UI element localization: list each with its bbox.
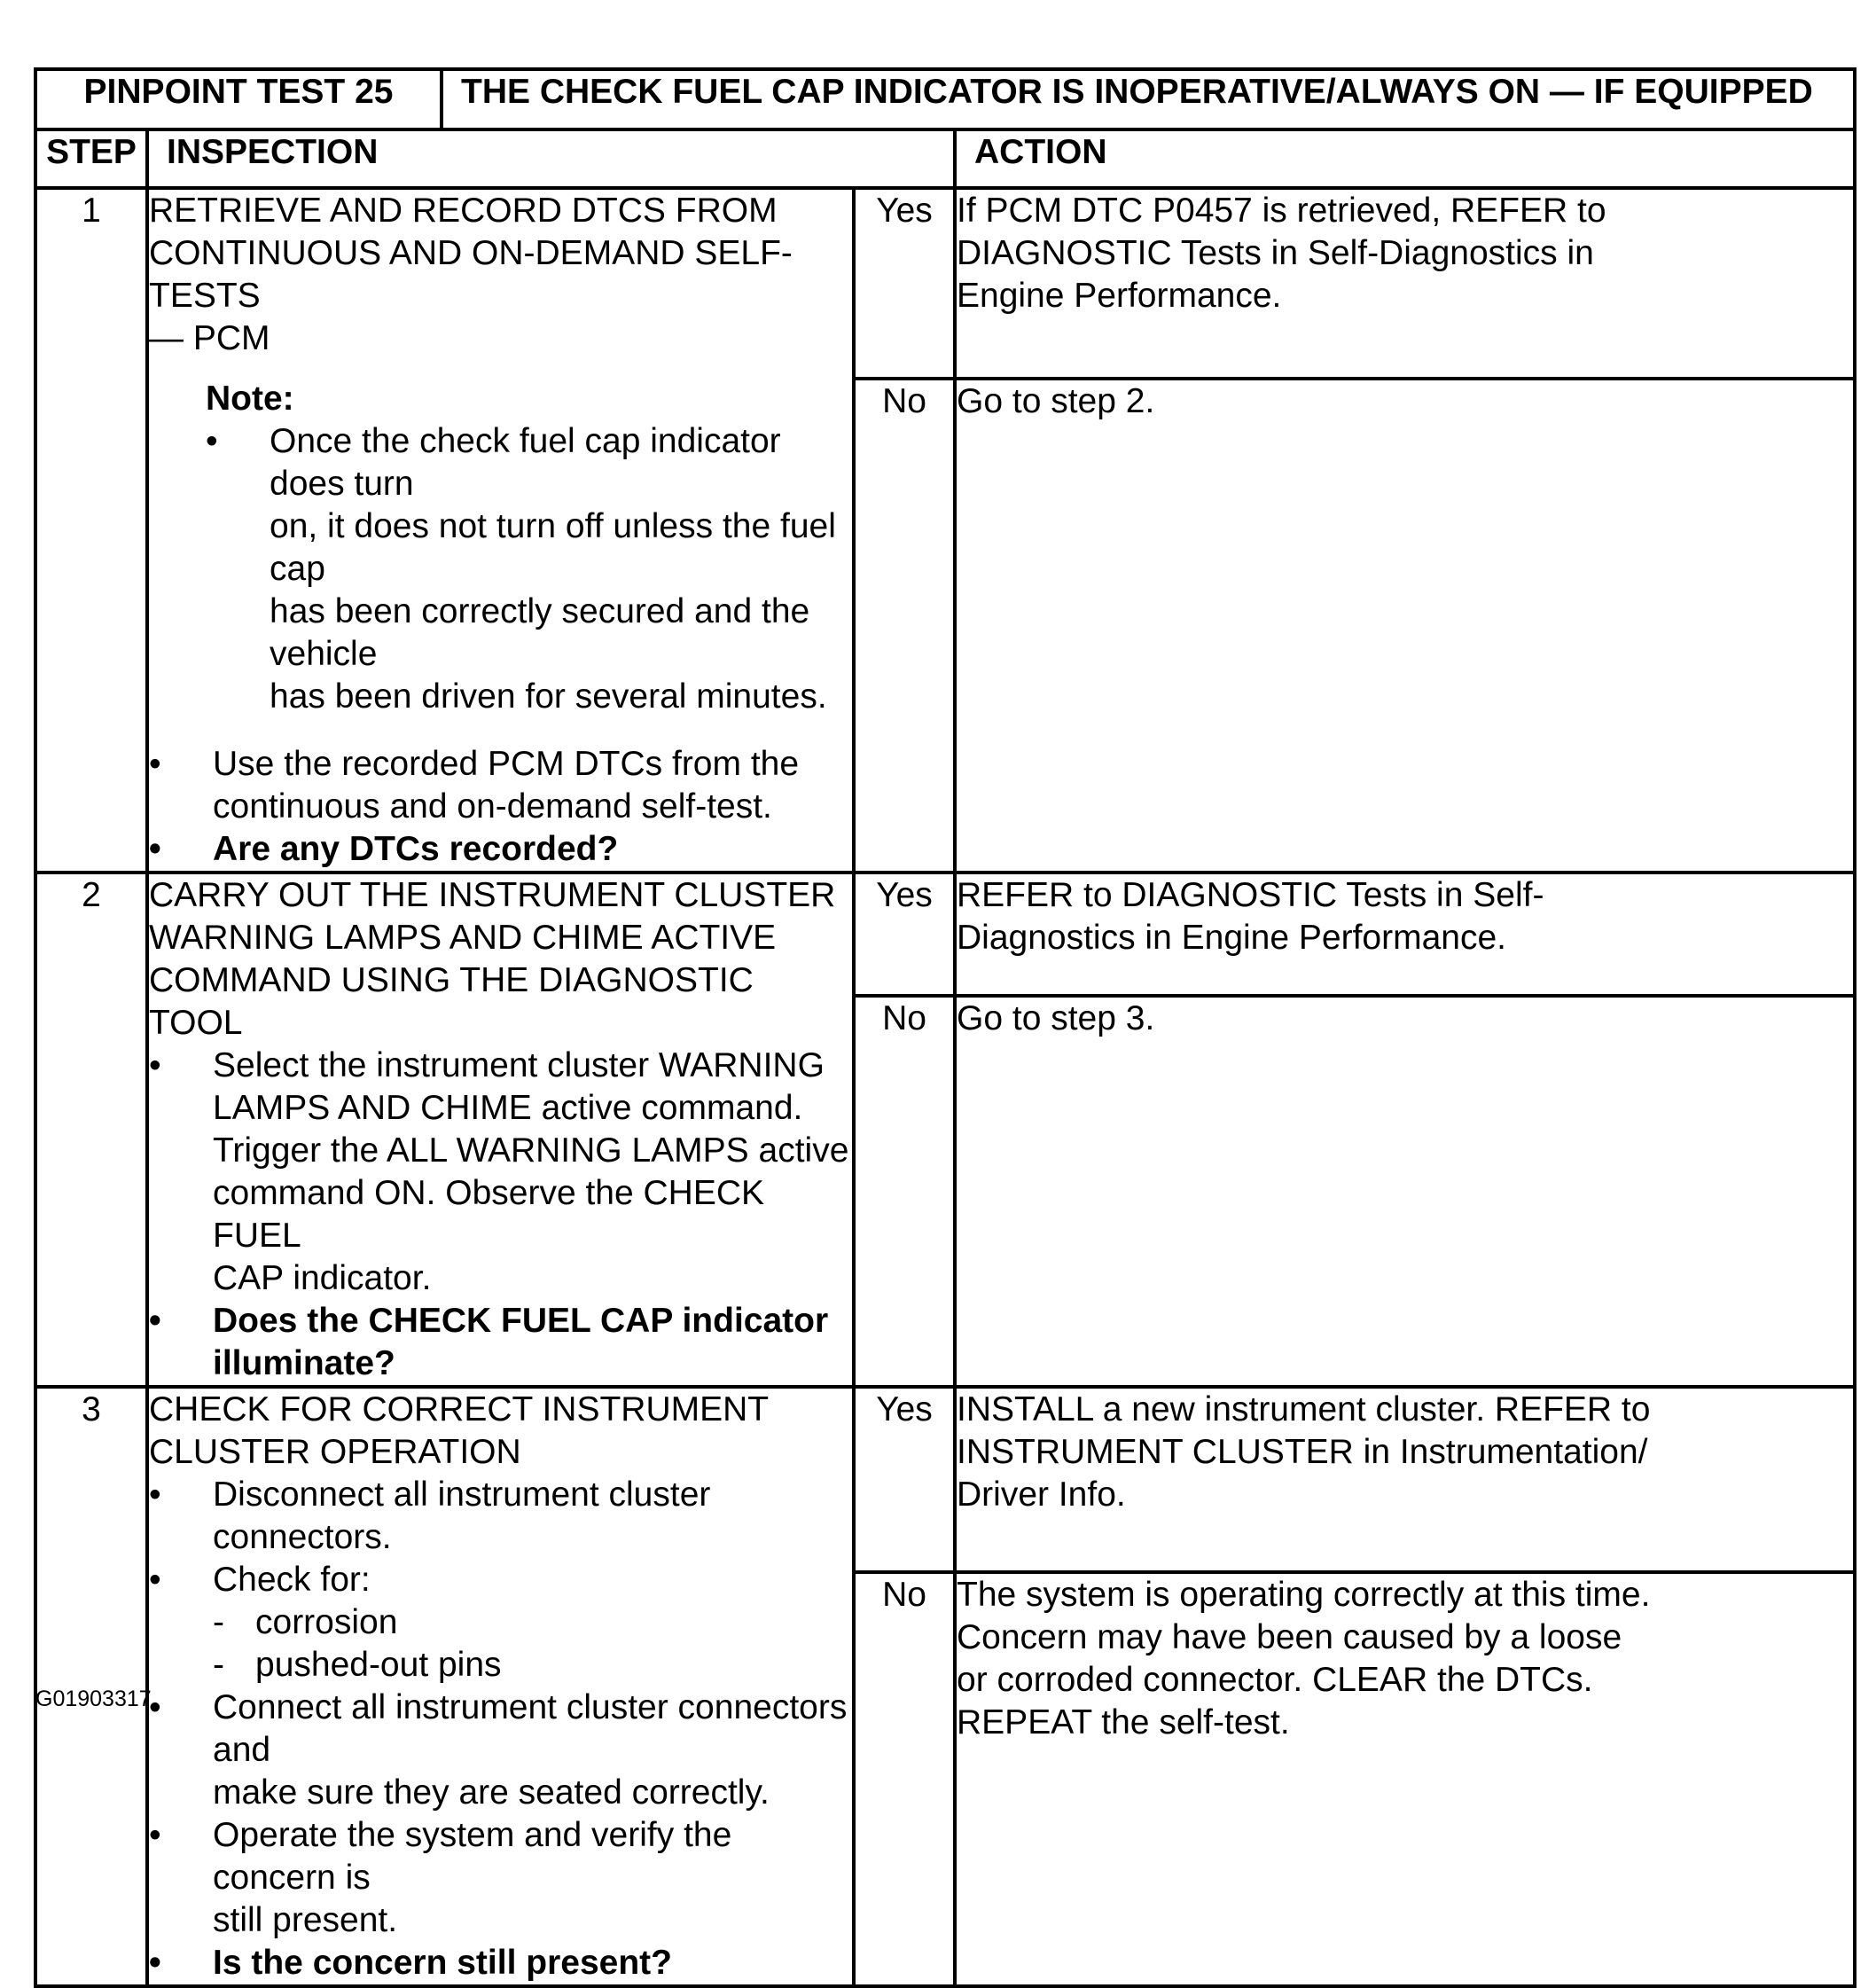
- step-2-no-label: No: [854, 996, 955, 1387]
- pinpoint-test-sheet: [34, 67, 1853, 1988]
- test-number: PINPOINT TEST 25: [35, 69, 442, 129]
- step-2-yes-row: [35, 873, 1855, 996]
- step-3-sub-1: - corrosion: [149, 1601, 852, 1644]
- bullet-icon: •: [149, 1688, 161, 1726]
- step-3-inspection: [147, 1387, 854, 1986]
- column-header-row: [35, 129, 1855, 188]
- step-3-heading: CHECK FOR CORRECT INSTRUMENT CLUSTER OPERATION: [149, 1390, 770, 1471]
- bullet-icon: •: [149, 1475, 161, 1514]
- step-3-bullet-1: • Disconnect all instrument cluster connectors.: [149, 1475, 711, 1556]
- step-3-yes-label: Yes: [854, 1387, 955, 1572]
- step-3-yes-row: [35, 1387, 1855, 1572]
- step-2-number: 2: [35, 873, 147, 1387]
- step-2-heading: CARRY OUT THE INSTRUMENT CLUSTER WARNING LAMPS AND CHIME ACTIVE COMMAND USING THE DIAGNOSTIC TOOL: [149, 876, 836, 1042]
- action-column-header: ACTION: [955, 129, 1855, 188]
- step-3-number: 3: [35, 1387, 147, 1986]
- step-column-header: STEP: [35, 129, 147, 188]
- step-3-question: • Is the concern still present?: [149, 1942, 852, 1984]
- step-1-question: • Are any DTCs recorded?: [149, 828, 852, 871]
- step-1-bullet-1: • Use the recorded PCM DTCs from the continuous and on-demand self-test.: [149, 745, 800, 826]
- dash-icon: -: [213, 1646, 224, 1684]
- step-1-yes-row: [35, 188, 1855, 379]
- bullet-icon: •: [206, 422, 218, 460]
- step-1-inspection: [147, 188, 854, 873]
- note-label: Note:: [206, 380, 294, 418]
- step-2-question: • Does the CHECK FUEL CAP indicator illuminate?: [149, 1302, 829, 1382]
- step-3-no-label: No: [854, 1572, 955, 1986]
- bullet-icon: •: [149, 830, 161, 868]
- step-2-yes-action: REFER to DIAGNOSTIC Tests in Self- Diagnostics in Engine Performance.: [955, 873, 1855, 996]
- bullet-icon: •: [149, 1561, 161, 1599]
- step-3-bullet-4: • Operate the system and verify the concern is still present.: [149, 1816, 732, 1939]
- bullet-icon: •: [149, 1302, 161, 1340]
- step-1-no-action: Go to step 2.: [955, 379, 1855, 873]
- test-header-row: [35, 69, 1855, 129]
- pinpoint-test-table: [34, 67, 1856, 1988]
- dash-icon: -: [213, 1603, 224, 1641]
- step-2-bullet-1: • Select the instrument cluster WARNING LAMPS AND CHIME active command. Trigger the ALL WARNING LAMPS active command ON. Observe the CHECK FUEL CAP indicator.: [149, 1046, 849, 1297]
- step-3-sub-2: - pushed-out pins: [149, 1644, 852, 1687]
- step-1-number: 1: [35, 188, 147, 873]
- bullet-icon: •: [149, 1816, 161, 1854]
- test-title: THE CHECK FUEL CAP INDICATOR IS INOPERATIVE/ALWAYS ON — IF EQUIPPED: [442, 69, 1855, 129]
- step-3-bullet-2: • Check for:: [149, 1559, 852, 1601]
- step-1-yes-label: Yes: [854, 188, 955, 379]
- step-3-yes-action: INSTALL a new instrument cluster. REFER to INSTRUMENT CLUSTER in Instrumentation/ Driver Info.: [955, 1387, 1855, 1572]
- step-1-no-label: No: [854, 379, 955, 873]
- step-2-yes-label: Yes: [854, 873, 955, 996]
- note-item: • Once the check fuel cap indicator does turn on, it does not turn off unless the fuel cap has been correctly secured and the vehicle has been driven for several minutes.: [206, 422, 836, 716]
- figure-id: G01903317: [35, 1687, 152, 1711]
- step-1-yes-action: If PCM DTC P0457 is retrieved, REFER to DIAGNOSTIC Tests in Self-Diagnostics in Engine Performance.: [955, 188, 1855, 379]
- bullet-icon: •: [149, 1046, 161, 1084]
- step-2-no-action: Go to step 3.: [955, 996, 1855, 1387]
- step-1-heading: RETRIEVE AND RECORD DTCS FROM CONTINUOUS AND ON-DEMAND SELF-TESTS — PCM: [149, 192, 793, 357]
- step-2-inspection: [147, 873, 854, 1387]
- inspection-column-header: INSPECTION: [147, 129, 955, 188]
- bullet-icon: •: [149, 745, 161, 783]
- step-3-bullet-3: • Connect all instrument cluster connectors and make sure they are seated correctly.: [149, 1688, 848, 1812]
- bullet-icon: •: [149, 1944, 161, 1982]
- step-3-no-action: The system is operating correctly at this time. Concern may have been caused by a loose or corroded connector. CLEAR the DTCs. REPEAT the self-test.: [955, 1572, 1855, 1986]
